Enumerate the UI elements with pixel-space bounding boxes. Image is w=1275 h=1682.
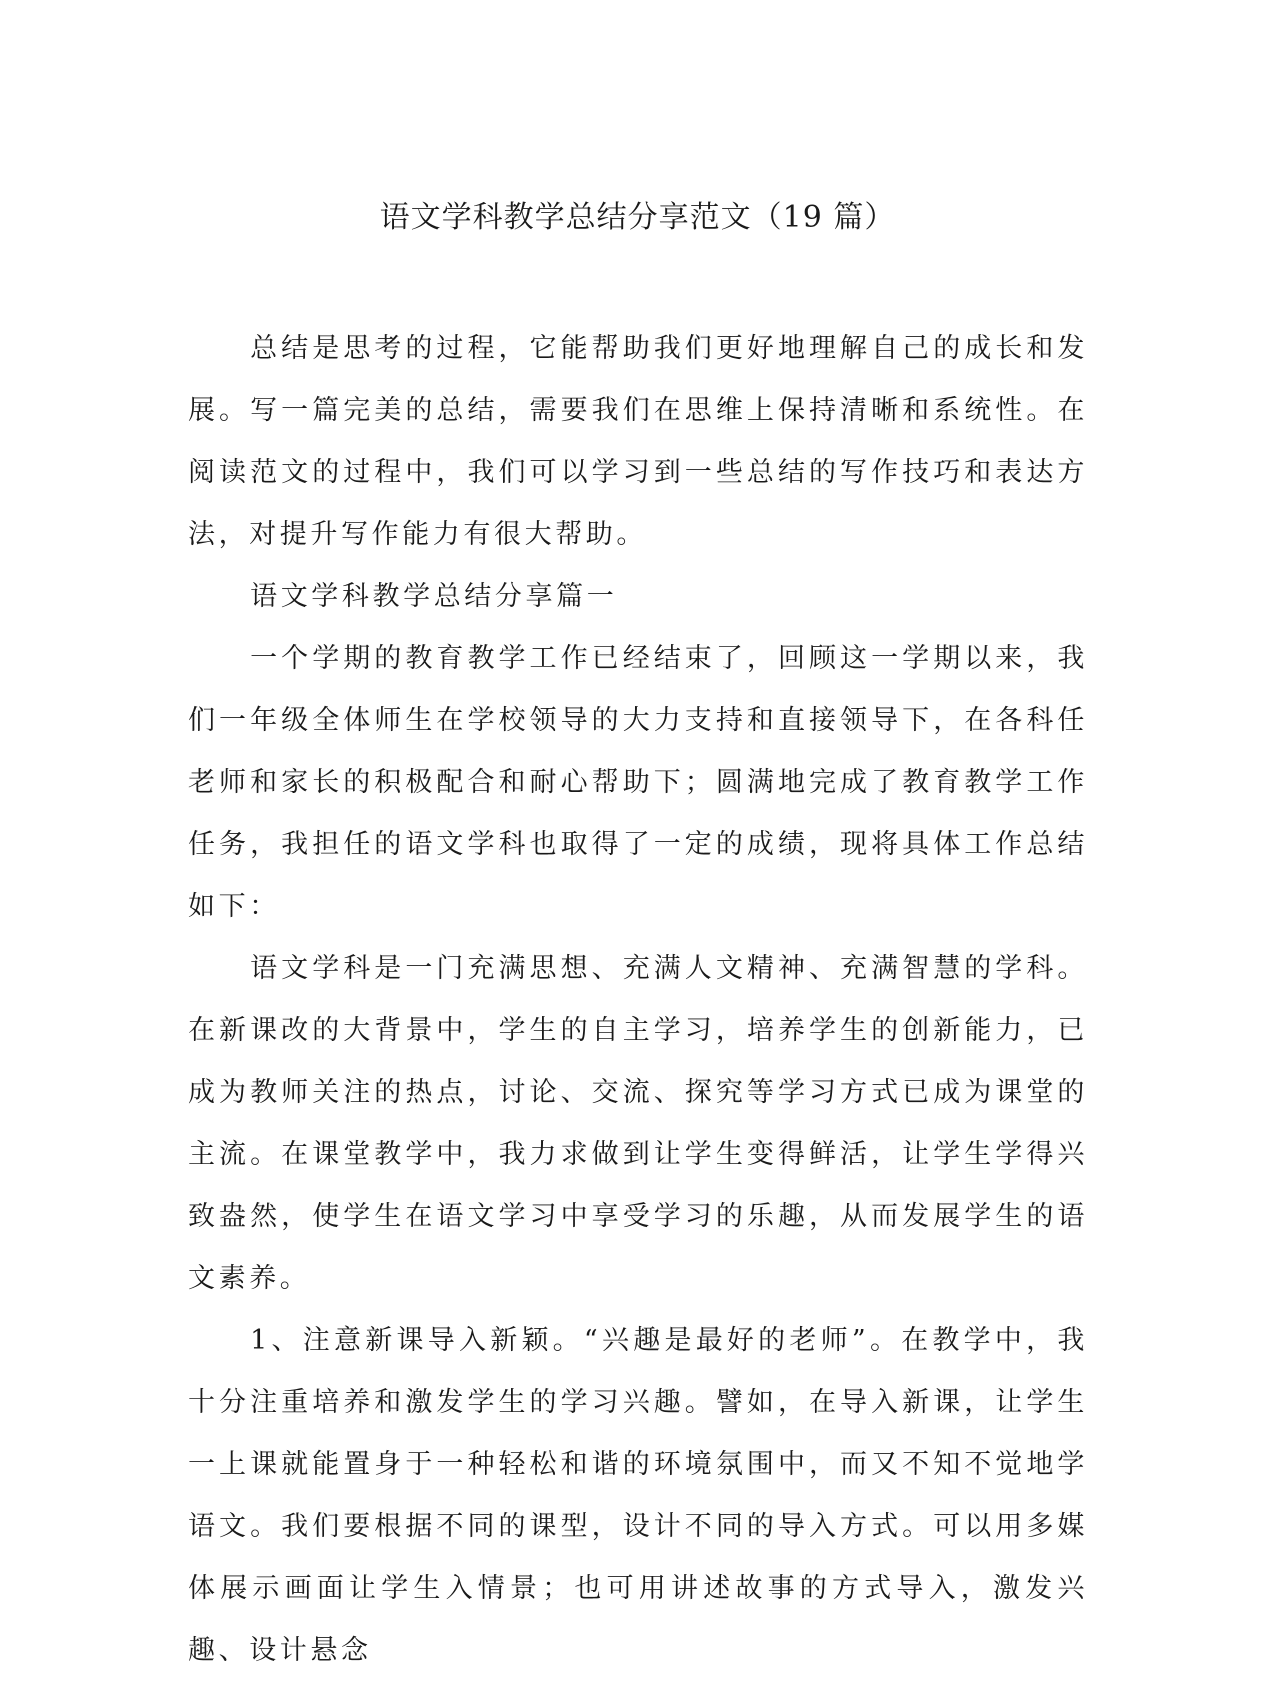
section-heading: 语文学科教学总结分享篇一: [250, 581, 618, 612]
body-paragraph: 一个学期的教育教学工作已经结束了，回顾这一学期以来，我们一年级全体师生在学校领导的大力支持和直接领导下，在各科任老师和家长的积极配合和耐心帮助下；圆满地完成了教育教学工作任务，我担任的语文学科也取得了一定的成绩，现将具体工作总结如下：: [188, 643, 1088, 922]
body-paragraph: 1、注意新课导入新颖。“兴趣是最好的老师”。在教学中，我十分注重培养和激发学生的学习兴趣。譬如，在导入新课，让学生一上课就能置身于一种轻松和谐的环境氛围中，而又不知不觉地学语文。我们要根据不同的课型，设计不同的导入方式。可以用多媒体展示画面让学生入情景；也可用讲述故事的方式导入，激发兴趣、设计悬念: [188, 1325, 1088, 1666]
document-title: 语文学科教学总结分享范文（19 篇）: [379, 200, 896, 235]
document-body: [188, 318, 1088, 1682]
intro-paragraph: 总结是思考的过程，它能帮助我们更好地理解自己的成长和发展。写一篇完美的总结，需要我们在思维上保持清晰和系统性。在阅读范文的过程中，我们可以学习到一些总结的写作技巧和表达方法，对提升写作能力有很大帮助。: [188, 333, 1088, 550]
body-paragraph: 语文学科是一门充满思想、充满人文精神、充满智慧的学科。在新课改的大背景中，学生的自主学习，培养学生的创新能力，已成为教师关注的热点，讨论、交流、探究等学习方式已成为课堂的主流。在课堂教学中，我力求做到让学生变得鲜活，让学生学得兴致盎然，使学生在语文学习中享受学习的乐趣，从而发展学生的语文素养。: [188, 953, 1088, 1294]
